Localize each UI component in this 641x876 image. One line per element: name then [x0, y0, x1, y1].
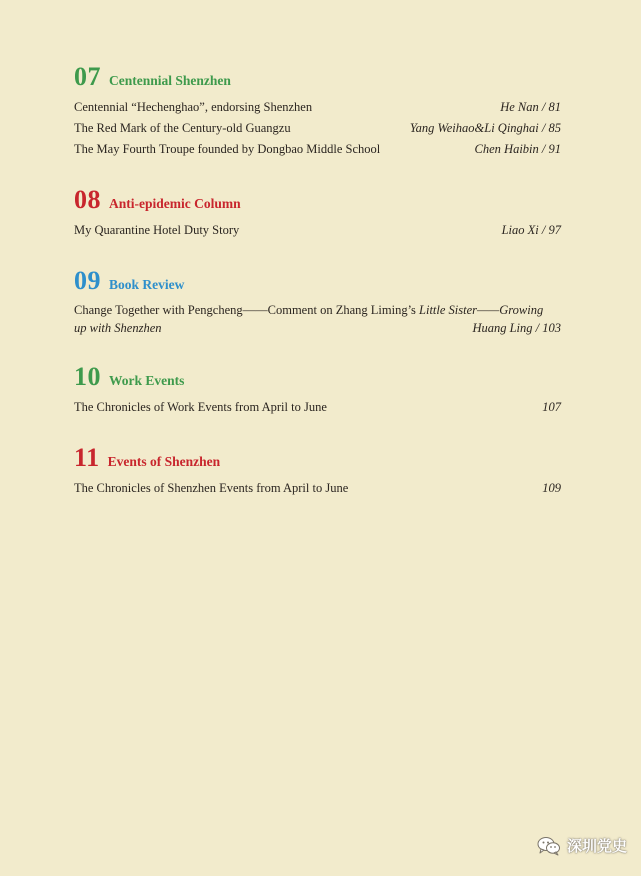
section-number: 07: [74, 62, 101, 91]
entry-title-plain: Change Together with Pengcheng——Comment on Zhang Liming’s: [74, 303, 420, 317]
entry-title-italic: Little Sister——Growing: [419, 303, 544, 317]
section-header: [74, 362, 561, 396]
section-number: 08: [74, 185, 101, 214]
section-11: [74, 443, 561, 499]
section-header: [74, 185, 561, 219]
toc-entry[interactable]: [74, 97, 561, 118]
section-number: 11: [74, 443, 100, 472]
section-07: [74, 62, 561, 160]
section-header: [74, 443, 561, 477]
entry-title: The Chronicles of Work Events from April to June: [74, 400, 327, 414]
entry-title: My Quarantine Hotel Duty Story: [74, 223, 240, 237]
section-title: Work Events: [109, 373, 185, 388]
entry-author-page: Yang Weihao&Li Qinghai / 85: [409, 121, 561, 135]
entry-author-page: Liao Xi / 97: [501, 223, 561, 237]
entry-author-page: He Nan / 81: [500, 100, 561, 114]
table-of-contents: [74, 62, 561, 524]
watermark: [537, 835, 627, 856]
section-title: Centennial Shenzhen: [109, 73, 231, 88]
section-09: [74, 266, 561, 337]
section-header: [74, 62, 561, 96]
section-number: 10: [74, 362, 101, 391]
toc-entry[interactable]: [74, 118, 561, 139]
entry-title: Centennial “Hechenghao”, endorsing Shenzhen: [74, 100, 313, 114]
section-title: Anti-epidemic Column: [109, 196, 241, 211]
entry-title: The Chronicles of Shenzhen Events from April to June: [74, 481, 349, 495]
toc-entry[interactable]: [74, 139, 561, 160]
watermark-text: 深圳党史: [566, 837, 627, 855]
toc-entry[interactable]: [74, 397, 561, 418]
entry-title-line-2: [74, 319, 561, 337]
entry-title-line-1: [74, 301, 561, 319]
section-header: [74, 266, 561, 300]
entry-author-page: Chen Haibin / 91: [474, 142, 561, 156]
section-title: Events of Shenzhen: [107, 454, 221, 469]
toc-entry[interactable]: [74, 478, 561, 499]
section-title: Book Review: [109, 277, 185, 292]
entry-title: The Red Mark of the Century-old Guangzu: [74, 121, 291, 135]
toc-entry[interactable]: [74, 220, 561, 241]
section-number: 09: [74, 266, 101, 295]
entry-title-italic-cont: up with Shenzhen: [74, 321, 162, 335]
entry-page: 109: [542, 481, 561, 495]
section-10: [74, 362, 561, 418]
entry-title: The May Fourth Troupe founded by Dongbao Middle School: [74, 142, 381, 156]
entry-author-page: Huang Ling / 103: [472, 321, 561, 335]
entry-page: 107: [542, 400, 561, 414]
wechat-icon: [537, 836, 561, 856]
section-08: [74, 185, 561, 241]
toc-entry[interactable]: [74, 301, 561, 337]
